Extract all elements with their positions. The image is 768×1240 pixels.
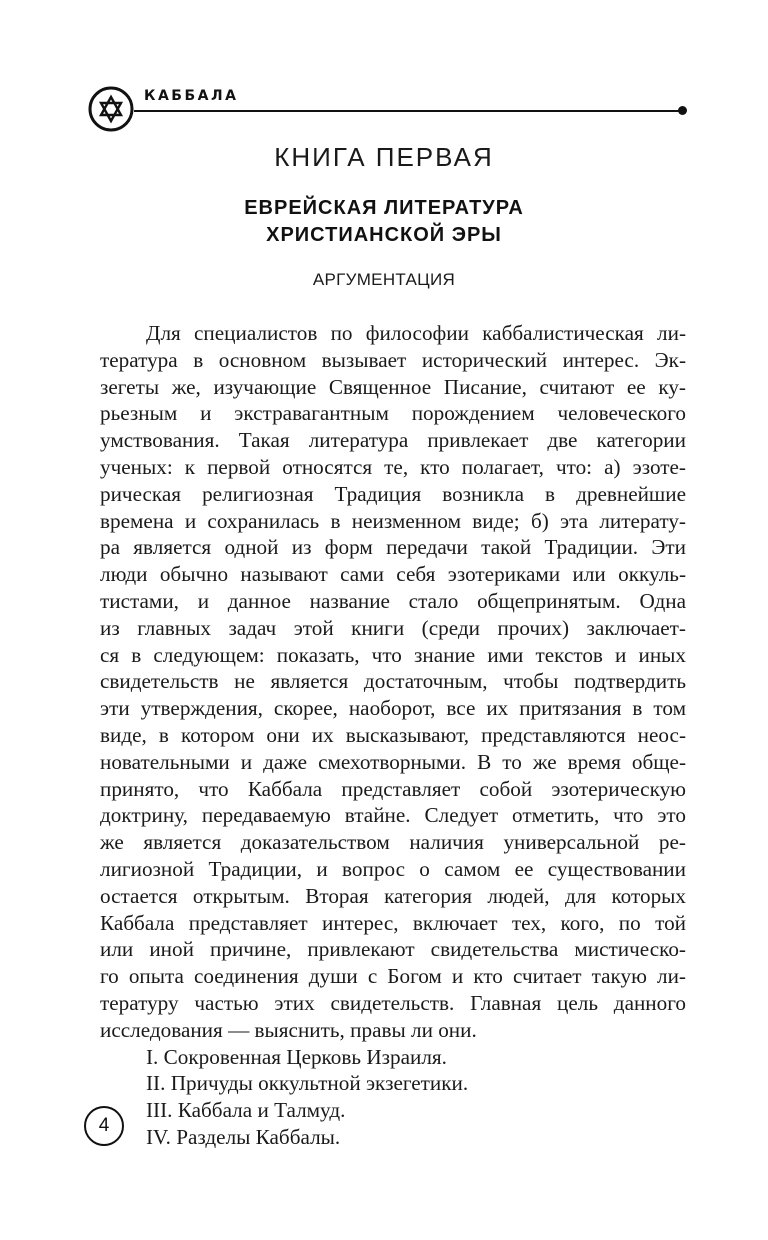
body-line: остается открытым. Вторая категория людей, для которых (100, 883, 686, 908)
body-line: ра является одной из форм передачи такой Традиции. Эти (100, 535, 686, 560)
chapter-title-line: ЕВРЕЙСКАЯ ЛИТЕРАТУРА (244, 197, 524, 219)
body-line: лигиозной Традиции, и вопрос о самом ее существовании (100, 856, 686, 881)
body-line: эти утверждения, скорее, наоборот, все их притязания в том (100, 696, 686, 721)
body-line: зегеты же, изучающие Священное Писание, считают ее ку- (100, 374, 686, 399)
body-line: рьезным и экстравагантным порождением человеческого (100, 401, 686, 426)
book-title: КНИГА ПЕРВАЯ (274, 142, 494, 172)
chapter-title-line: ХРИСТИАНСКОЙ ЭРЫ (266, 224, 502, 246)
contents-item: II. Причуды оккультной экзегетики. (146, 1071, 469, 1096)
chapter-title (0, 195, 768, 249)
body-line: принято, что Каббала представляет собой эзотерическую (100, 776, 686, 801)
body-line: тературу частью этих свидетельств. Главная цель данного (100, 990, 686, 1015)
body-line: доктрину, передаваемую втайне. Следует отметить, что это (100, 803, 686, 828)
contents-list (100, 1044, 686, 1151)
brand-label: КАББАЛА (144, 88, 239, 104)
body-line: из главных задач этой книги (среди прочих) заключает- (100, 615, 686, 640)
body-line: виде, в котором они их высказывают, представляются неос- (100, 722, 686, 747)
body-line: умствования. Такая литература привлекает две категории (100, 428, 686, 453)
body-line: ученых: к первой относятся те, кто полагает, что: а) эзоте- (100, 454, 686, 479)
body-line: новательными и даже смехотворными. В то же время обще- (100, 749, 686, 774)
body-line: исследования — выяснить, правы ли они. (100, 1017, 477, 1042)
body-line: тература в основном вызывает исторический интерес. Эк- (100, 347, 686, 372)
body-line: рическая религиозная Традиция возникла в древнейшие (100, 481, 686, 506)
contents-item: I. Сокровенная Церковь Израиля. (146, 1044, 447, 1069)
body-line: же является доказательством наличия универсальной ре- (100, 830, 686, 855)
body-line: ся в следующем: показать, что знание ими текстов и иных (100, 642, 686, 667)
body-line: Для специалистов по философии каббалистическая ли- (146, 321, 686, 345)
contents-item: IV. Разделы Каббалы. (146, 1124, 341, 1149)
running-header (88, 86, 688, 136)
body-line: свидетельств не является достаточным, чтобы подтвердить (100, 669, 686, 694)
contents-item: III. Каббала и Талмуд. (146, 1098, 346, 1123)
body-text (100, 320, 686, 1151)
body-line: го опыта соединения души с Богом и кто считает такую ли- (100, 964, 686, 989)
section-title: АРГУМЕНТАЦИЯ (312, 270, 456, 289)
body-line: тистами, и данное название стало общепринятым. Одна (100, 588, 686, 613)
body-line: люди обычно называют сами себя эзотериками или оккуль- (100, 562, 686, 587)
header-rule (134, 110, 682, 112)
body-line: времена и сохранилась в неизменном виде; б) эта литерату- (100, 508, 686, 533)
page-number: 4 (84, 1106, 124, 1146)
star-of-david-icon (88, 86, 134, 132)
header-rule-dot (678, 106, 687, 115)
body-line: или иной причине, привлекают свидетельства мистическо- (100, 937, 686, 962)
body-line: Каббала представляет интерес, включает тех, кого, по той (100, 910, 686, 935)
